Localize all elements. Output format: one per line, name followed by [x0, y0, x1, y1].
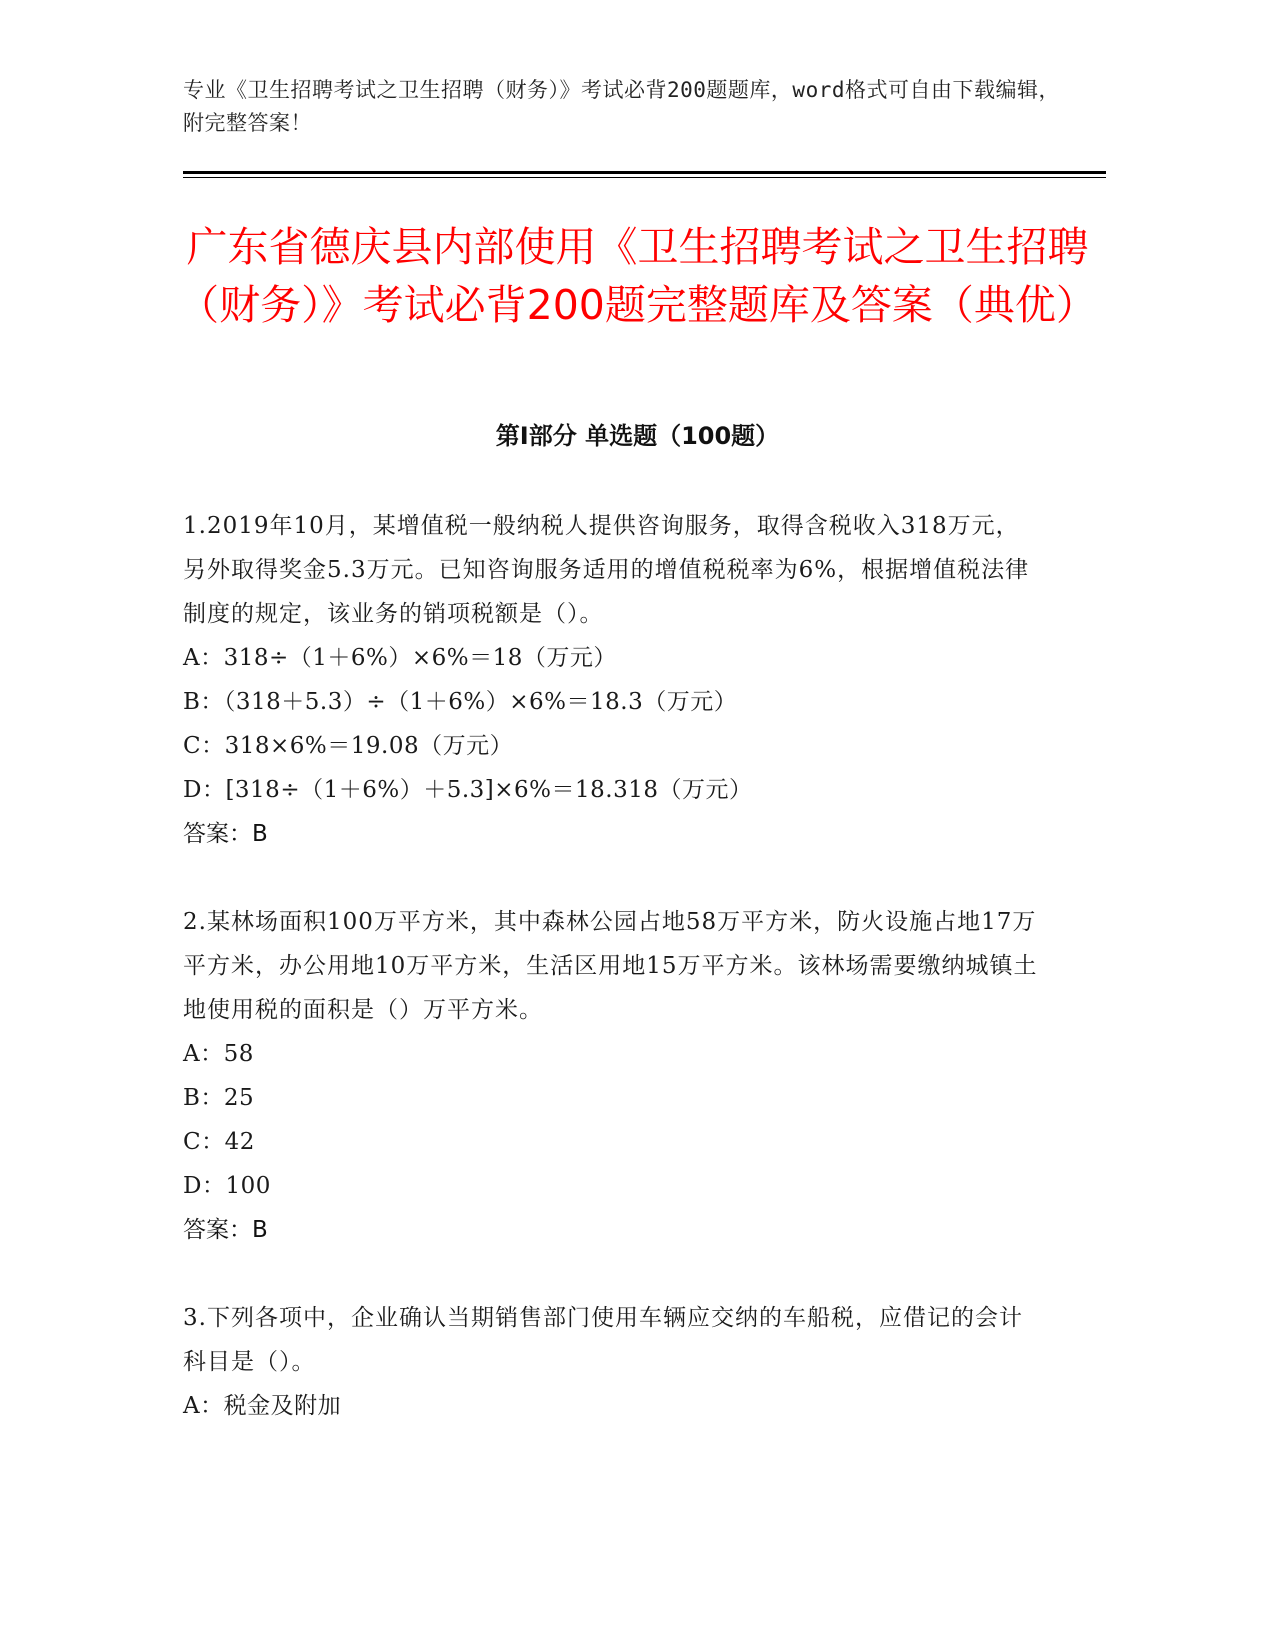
section-heading: 第I部分 单选题（100题） [495, 422, 780, 450]
option-d: D：[318÷（1＋6%）＋5.3]×6%＝18.318（万元） [183, 777, 753, 803]
option-a: A：318÷（1＋6%）×6%＝18（万元） [183, 645, 617, 671]
option-b: B：25 [183, 1085, 255, 1111]
option-b: B：（318＋5.3）÷（1＋6%）×6%＝18.3（万元） [183, 689, 738, 715]
option-a: A：58 [183, 1041, 254, 1067]
header-divider-thick [183, 171, 1106, 174]
document-title: 广东省德庆县内部使用《卫生招聘考试之卫生招聘（财务）》考试必背200题完整题库及答案（典优） [178, 223, 1097, 329]
question-stem: 3.下列各项中，企业确认当期销售部门使用车辆应交纳的车船税，应借记的会计科目是（）。 [183, 1305, 1023, 1375]
question-1 [183, 504, 1043, 856]
option-d: D：100 [183, 1173, 271, 1199]
header-divider-thin [183, 177, 1106, 178]
option-a: A：税金及附加 [183, 1393, 342, 1419]
option-c: C：318×6%＝19.08（万元） [183, 733, 514, 759]
question-2 [183, 900, 1043, 1252]
question-3 [183, 1296, 1043, 1428]
question-stem: 1.2019年10月，某增值税一般纳税人提供咨询服务，取得含税收入318万元，另外取得奖金5.3万元。已知咨询服务适用的增值税税率为6%，根据增值税法律制度的规定，该业务的销项税额是（）。 [183, 513, 1030, 627]
header-note: 专业《卫生招聘考试之卫生招聘（财务）》考试必背200题题库，word格式可自由下载编辑，附完整答案！ [183, 78, 1060, 135]
answer: 答案：B [183, 821, 268, 847]
option-c: C：42 [183, 1129, 255, 1155]
answer: 答案：B [183, 1217, 268, 1243]
question-list [183, 504, 1043, 1472]
question-stem: 2.某林场面积100万平方米，其中森林公园占地58万平方米，防火设施占地17万平方米，办公用地10万平方米，生活区用地15万平方米。该林场需要缴纳城镇土地使用税的面积是（）万平方米。 [183, 909, 1038, 1023]
